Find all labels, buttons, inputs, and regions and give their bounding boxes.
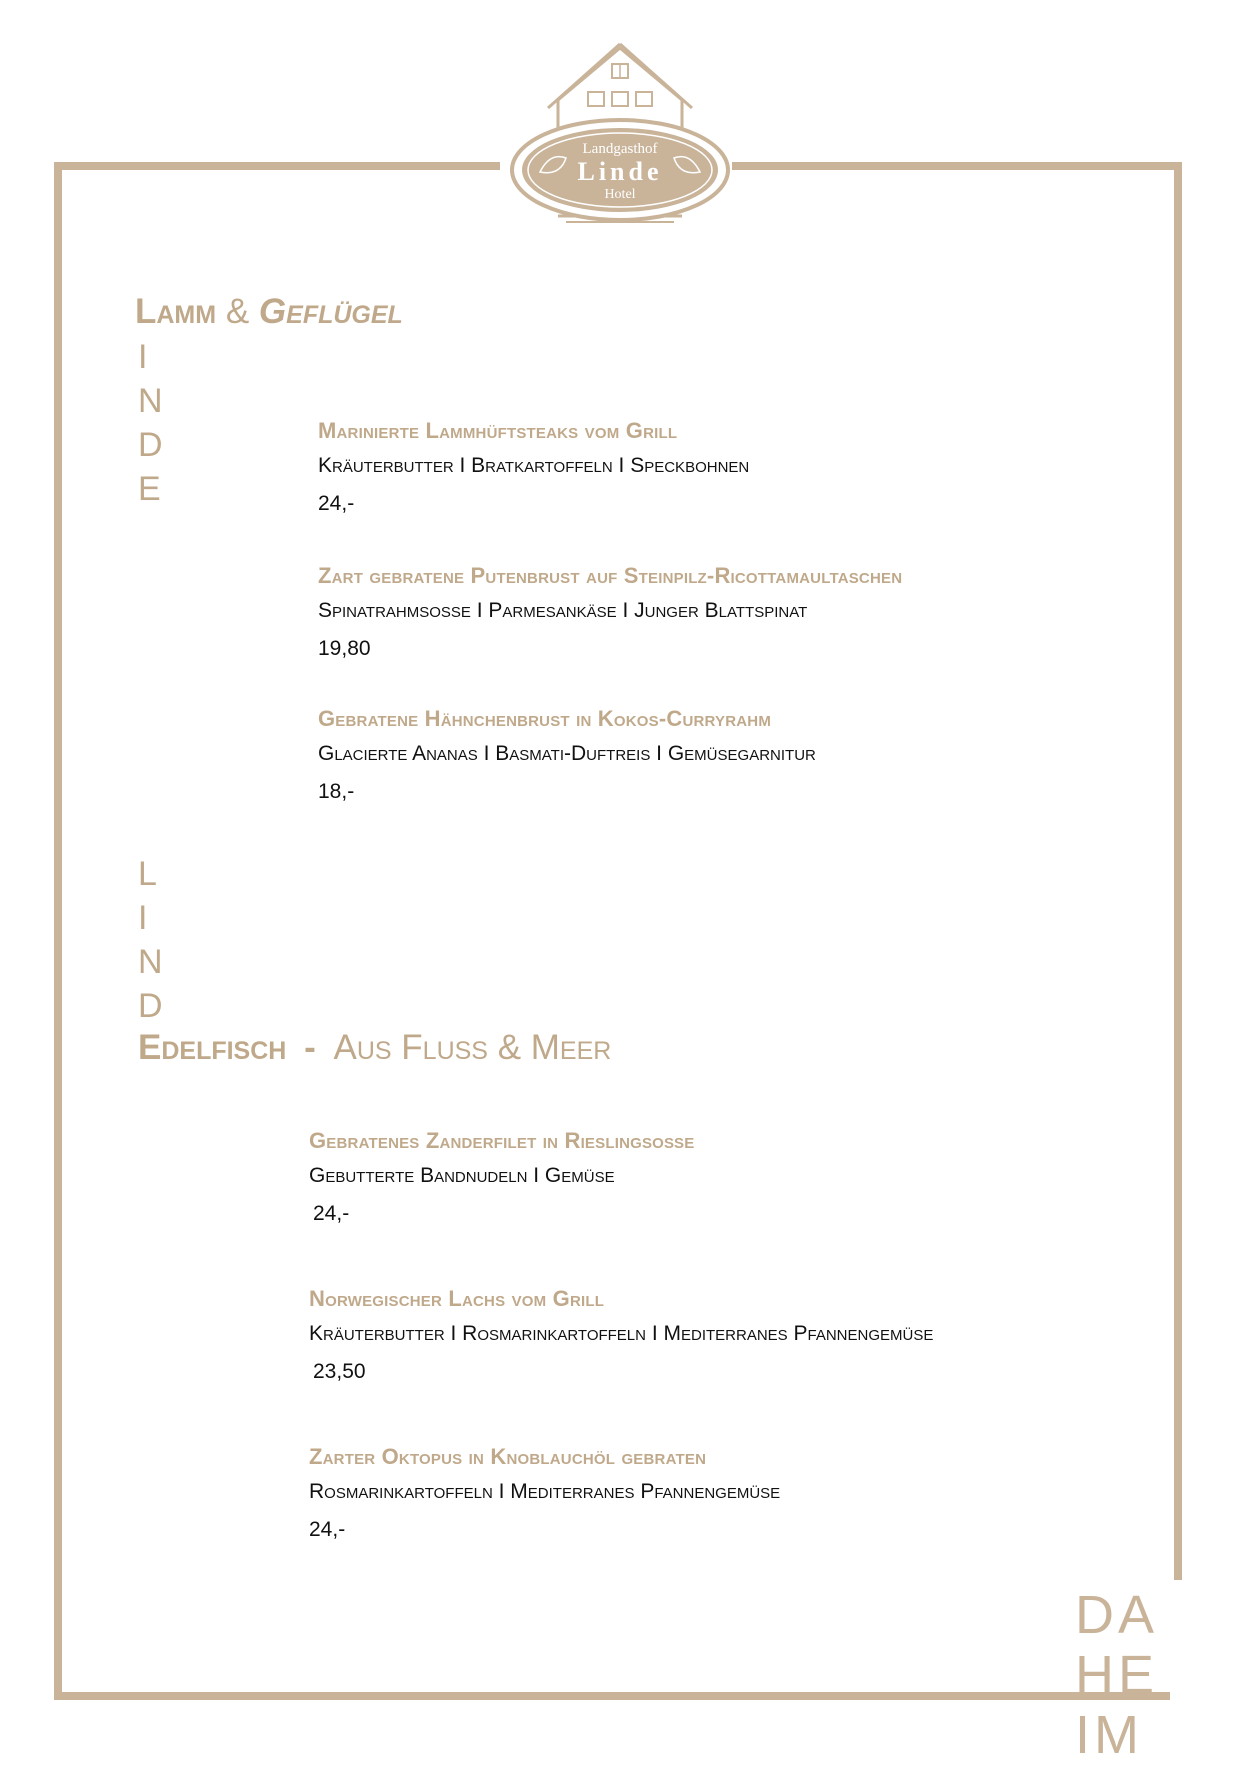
- menu-item: [309, 1128, 1129, 1226]
- vertical-letter: N: [138, 943, 163, 981]
- section2-title-a: Edelfisch: [138, 1028, 287, 1067]
- section1-vertical-letters: [138, 335, 178, 511]
- menu-item-price: 18,-: [318, 780, 355, 803]
- menu-item: [318, 706, 1138, 804]
- menu-item: [318, 563, 1138, 661]
- menu-item: [318, 418, 1138, 516]
- daheim-line: DA: [1075, 1585, 1159, 1645]
- menu-item-title: Norwegischer Lachs vom Grill: [309, 1286, 605, 1311]
- logo-line2: Linde: [577, 157, 663, 186]
- section2-title-b: Aus Fluß & Meer: [333, 1028, 612, 1067]
- section2-dash: -: [304, 1028, 316, 1067]
- menu-item-title: Zarter Oktopus in Knoblauchöl gebraten: [309, 1444, 707, 1469]
- hotel-logo: [500, 40, 740, 230]
- logo-line3: Hotel: [604, 187, 636, 202]
- section1-heading: [135, 292, 403, 332]
- menu-item-desc: Spinatrahmsoße I Parmesankäse I Junger Blattspinat: [318, 599, 808, 622]
- vertical-letter: E: [138, 470, 161, 508]
- menu-item-desc: Kräuterbutter I Rosmarinkartoffeln I Mediterranes Pfannengemüse: [309, 1322, 934, 1345]
- menu-item-price: 23,50: [313, 1360, 366, 1383]
- section1-title-a: Lamm: [135, 292, 217, 331]
- menu-item-price: 19,80: [318, 637, 371, 660]
- menu-item-price: 24,-: [318, 492, 355, 515]
- daheim-line: HE: [1075, 1645, 1159, 1705]
- frame-gap-right: [1170, 1580, 1190, 1754]
- daheim-wordmark: [1075, 1585, 1158, 1765]
- vertical-letter: N: [138, 382, 163, 420]
- menu-item-title: Marinierte Lammhüftsteaks vom Grill: [318, 418, 678, 443]
- vertical-letter: I: [138, 338, 148, 376]
- menu-item-desc: Gebutterte Bandnudeln I Gemüse: [309, 1164, 615, 1187]
- menu-item-title: Gebratene Hähnchenbrust in Kokos-Curryrahm: [318, 706, 772, 731]
- menu-item-desc: Glacierte Ananas I Basmati-Duftreis I Gemüsegarnitur: [318, 742, 816, 765]
- menu-item-price: 24,-: [309, 1518, 346, 1541]
- vertical-letter: L: [138, 855, 157, 893]
- menu-item-desc: Kräuterbutter I Bratkartoffeln I Speckbohnen: [318, 454, 750, 477]
- menu-item: [309, 1444, 1129, 1542]
- menu-item-desc: Rosmarinkartoffeln I Mediterranes Pfannengemüse: [309, 1480, 781, 1503]
- daheim-line: IM: [1075, 1705, 1143, 1765]
- menu-item-price: 24,-: [313, 1202, 350, 1225]
- vertical-letter: D: [138, 987, 163, 1025]
- menu-item-title: Zart gebratene Putenbrust auf Steinpilz-Ricottamaultaschen: [318, 563, 903, 588]
- logo-line1: Landgasthof: [582, 141, 658, 157]
- vertical-letter: I: [138, 899, 148, 937]
- house-logo-icon: [500, 40, 740, 230]
- section1-amp: &: [225, 292, 250, 331]
- vertical-letter: D: [138, 426, 163, 464]
- section2-vertical-letters: [138, 852, 178, 1028]
- menu-item-title: Gebratenes Zanderfilet in Rieslingsoße: [309, 1128, 695, 1153]
- section1-title-b: Geflügel: [258, 292, 403, 331]
- section2-heading: [138, 1028, 611, 1068]
- menu-item: [309, 1286, 1129, 1384]
